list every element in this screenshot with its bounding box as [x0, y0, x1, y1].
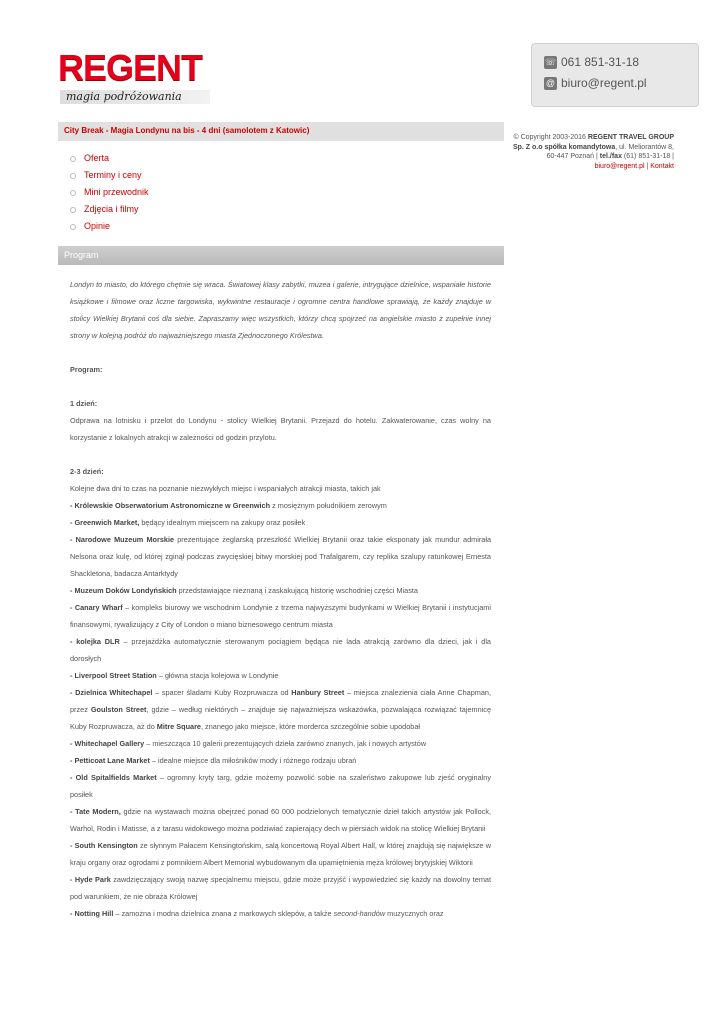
logo-wordmark: REGENT: [58, 47, 203, 88]
attraction-item-notting-hill: - Notting Hill – zamożna i modna dzielnica znana z markowych sklepów, a także second-handów muzycznych oraz: [70, 909, 444, 918]
menu-item-oferta[interactable]: Oferta: [70, 150, 149, 167]
day1-text: Odprawa na lotnisku i przelot do Londynu - stolicy Wielkiej Brytanii. Przejazd do hotelu. Zakwaterowanie, czas wolny na korzystanie z lokalnych atrakcji w zależności od godzin przylotu.: [70, 416, 491, 442]
contact-box: [531, 43, 699, 107]
logo-tagline: magia podróżowania: [66, 90, 182, 103]
attraction-item: - Whitechapel Gallery – mieszcząca 10 galerii prezentujących dzieła zarówno znanych, jak i nowych artystów: [70, 739, 427, 748]
offer-title-bar: [58, 122, 504, 141]
attraction-item: - Królewskie Obserwatorium Astronomiczne w Greenwich z mosiężnym południkiem zerowym: [70, 501, 387, 510]
section-title: Program: [64, 250, 99, 260]
offer-menu: [70, 150, 149, 235]
attraction-item: - Narodowe Muzeum Morskie prezentujące żeglarską przeszłość Wielkiej Brytanii oraz takie eksponaty jak mundur admirała Nelsona oraz kulę, od której zginął podczas zwycięskiej bitwy morskiej pod Trafalgarem, czy replika szalupy ratunkowej Ernesta Shackletona, badacza Antarktydy: [70, 535, 491, 578]
copyright-block: © Copyright 2003-2016 REGENT TRAVEL GROUP Sp. Z o.o spółka komandytowa, ul. Meliorantów 8, 60-447 Poznań | tel./fax (61) 851-31-18 | biuro@regent.pl | Kontakt: [512, 134, 674, 170]
bullet-icon: [70, 173, 76, 179]
email-address: biuro@regent.pl: [561, 76, 647, 90]
offer-title: City Break - Magia Londynu na bis - 4 dni (samolotem z Katowic): [64, 126, 310, 135]
bullet-icon: [70, 224, 76, 230]
menu-item-terminy[interactable]: Terminy i ceny: [70, 167, 149, 184]
attraction-item: - Hyde Park zawdzięczający swoją nazwę specjalnemu miejscu, gdzie może przyjść i wypowiedzieć się każdy na dowolny temat pod warunkiem, że nie obraża Królowej: [70, 875, 491, 901]
phone-row[interactable]: [544, 55, 639, 69]
attraction-item: - South Kensington ze słynnym Pałacem Kensingtońskim, salą koncertową Royal Albert Hall, w której znajdują się największe w kraju organy oraz ogrodami z pomnikiem Albert Memorial wybudowanym dla upamiętnienia męża królowej brytyjskiej Wiktorii: [70, 841, 491, 867]
attraction-item: - Canary Wharf – kompleks biurowy we wschodnim Londynie z trzema najwyższymi budynkami w Wielkiej Brytanii i instytucjami finansowymi, rywalizujący z City of London o miano biznesowego centrum miasta: [70, 603, 491, 629]
regent-logo[interactable]: [58, 47, 212, 106]
menu-item-opinie[interactable]: Opinie: [70, 218, 149, 235]
attraction-item: - Liverpool Street Station – główna stacja kolejowa w Londynie: [70, 671, 279, 680]
attraction-item: - Petticoat Lane Market – idealne miejsce dla miłośników mody i różnego rodzaju ubrań: [70, 756, 357, 765]
attraction-item: - Greenwich Market, będący idealnym miejscem na zakupy oraz posiłek: [70, 518, 306, 527]
attraction-item: - Old Spitalfields Market – ogromny kryty targ, gdzie możemy pozwolić sobie na szaleństwo zakupowe lub zjeść oryginalny posiłek: [70, 773, 492, 799]
attraction-item: - Muzeum Doków Londyńskich przedstawiające nieznaną i zaskakującą historię wschodniej części Miasta: [70, 586, 418, 595]
bullet-icon: [70, 156, 76, 162]
kontakt-link[interactable]: Kontakt: [650, 162, 674, 170]
phone-number: 061 851-31-18: [561, 55, 640, 69]
bullet-icon: [70, 190, 76, 196]
at-icon: @: [545, 77, 556, 88]
day23-heading: 2-3 dzień:: [70, 467, 104, 476]
day1-heading: 1 dzień:: [70, 399, 98, 408]
menu-item-przewodnik[interactable]: Mini przewodnik: [70, 184, 149, 201]
copyright-email-link[interactable]: biuro@regent.pl: [594, 162, 645, 170]
email-row[interactable]: [544, 76, 647, 90]
attraction-item: - kolejka DLR – przejażdżka automatycznie sterowanym pociągiem będąca nie lada atrakcją zarówno dla dzieci, jak i dla dorosłych: [70, 637, 491, 663]
bullet-icon: [70, 207, 76, 213]
phone-icon: ☏: [544, 56, 557, 67]
attraction-item: - Tate Modern, gdzie na wystawach można obejrzeć ponad 60 000 podzielonych tematycznie dzieł takich artystów jak Pollock, Warhol, Rodin i Matisse, a z tarasu widokowego można podziwiać zapierający dech w piersiach widok na stolicę Wielkiej Brytanii: [70, 807, 491, 833]
intro-paragraph: Londyn to miasto, do którego chętnie się wraca. Światowej klasy zabytki, muzea i galerie, intrygujące dzielnice, wspaniałe historie książkowe i filmowe oraz liczne targowiska, wykwintne restauracje i ogromne centra handlowe sprawiają, że każdy znajduje w stolicy Wielkiej Brytanii coś dla siebie. Zapraszamy więc wszystkich, którzy chcą spojrzeć na angielskie miasto z zupełnie innej strony w kolejną podróż do najważniejszego miasta Zjednoczonego Królestwa.: [70, 280, 491, 340]
program-content: [70, 276, 491, 922]
day23-intro: Kolejne dwa dni to czas na poznanie niezwykłych miejsc i wspaniałych atrakcji miasta, takich jak: [70, 484, 381, 493]
menu-item-zdjecia[interactable]: Zdjęcia i filmy: [70, 201, 149, 218]
attraction-item-whitechapel: - Dzielnica Whitechapel – spacer śladami Kuby Rozpruwacza od Hanbury Street – miejsca znalezienia ciała Anne Chapman, przez Goulston Street, gdzie – według niektórych – znajduje się najważniejsza wskazówka, pozwalająca rozwiązać tajemnicę Kuby Rozpruwacza, aż do Mitre Square, znanego jako miejsce, które morderca szczególnie sobie upodobał: [70, 688, 492, 731]
program-section-bar: [58, 246, 504, 265]
program-label: Program:: [70, 365, 103, 374]
